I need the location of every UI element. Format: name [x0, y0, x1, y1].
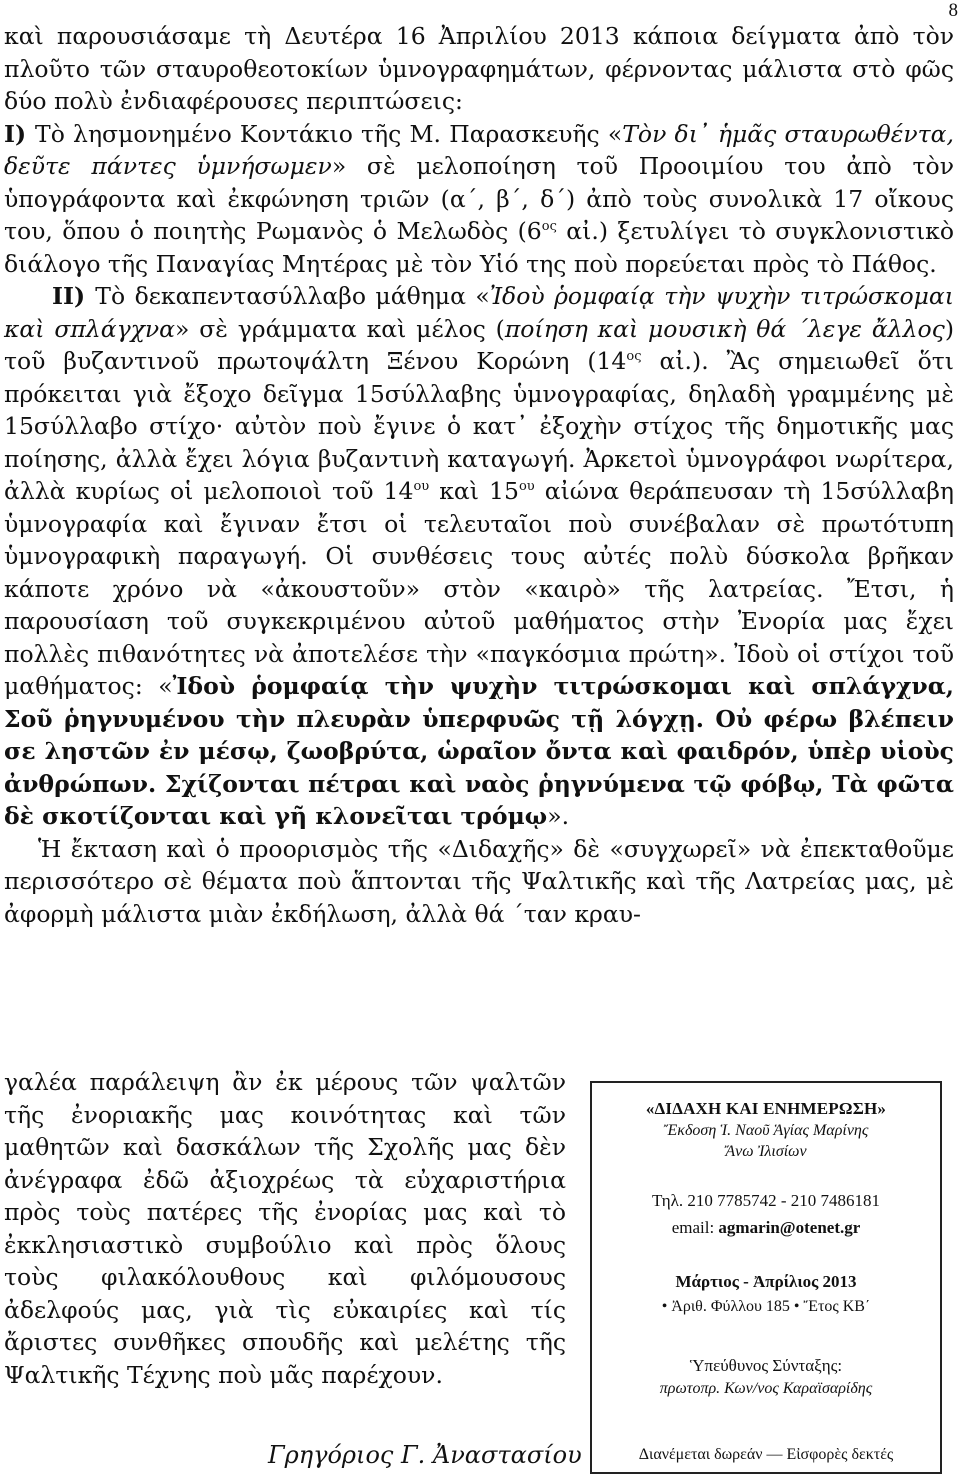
item-1-label: Ι): [4, 119, 36, 148]
paragraph-item-1: [4, 118, 954, 281]
email-label: email:: [671, 1218, 719, 1237]
article-body: [4, 20, 954, 930]
issue-number: • Ἀριθ. Φύλλου 185 • Ἔτος ΚΒ΄: [661, 1298, 871, 1315]
item-2-text-d: αἰ.). Ἂς σημειωθεῖ ὅτι πρόκειται γιὰ ἔξοχο δεῖγμα 15σύλλαβης ὑμνογραφίας, δηλαδὴ γραμμένης μὲ 15σύλλαβο στίχο· αὐτὸν ποὺ ἔγινε ὁ κατ᾽ ἐξοχὴν στίχος τῆς δημοτικῆς μας ποίησης, ἀλλὰ ἔχει λόγια βυζαντινὴ καταγωγή. Ἀρκετοὶ ὑμνογράφοι νωρίτερα, ἀλλὰ κυρίως οἱ μελοποιοὶ τοῦ 14: [4, 347, 954, 505]
item-1-text-a: Τὸ λησμονημένο Κοντάκιο τῆς Μ. Παρασκευῆς «: [35, 119, 623, 148]
item-2-superscript-1: ος: [626, 349, 642, 365]
paragraph-thanks: [4, 1066, 566, 1391]
item-2-superscript-3: ου: [518, 479, 535, 495]
item-2-hymn-verses: Ἰδοὺ ῥομφαίᾳ τὴν ψυχὴν τιτρώσκομαι καὶ σπλάγχνα, Σοῦ ῥηγνυμένου τὴν πλευρὰν ὑπερφυῶς τῇ λόγχῃ. Οὐ φέρω βλέπειν σε ληστῶν ἐν μέσῳ, ζωοβρύτα, ὡραῖον ὄντα καὶ φαιδρόν, ὑπὲρ υἱοὺς ἀνθρώπων. Σχίζονται πέτραι καὶ ναὸς ῥηγνύμενα τῷ φόβῳ, Τὰ φῶτα δὲ σκοτίζονται καὶ γῆ κλονεῖται τρόμῳ: [4, 672, 954, 830]
item-2-hymn-title: Ἰδοὺ ῥομφαίᾳ τὴν ψυχὴν τιτρώσκομαι καὶ σπλάγχνα: [4, 282, 955, 343]
item-1-superscript: ος: [541, 219, 557, 235]
distribution-note: Διανέμεται δωρεάν — Εἰσφορὲς δεκτές: [638, 1446, 894, 1463]
closing-text-b: γαλέα παράλειψη ἂν ἐκ μέρους τῶν ψαλτῶν τῆς ἐνοριακῆς μας κοινότητας καὶ τῶν μαθητῶν καὶ δασκάλων τῆς Σχολῆς μας δὲν ἀνέγραφα ἐδῶ ἀξιοχρέως τὰ εὐχαριστήρια πρὸς τοὺς πατέρες τῆς ἐνορίας μας καὶ τὸ ἐκκλησιαστικὸ συμβούλιο καὶ πρὸς ὅλους τοὺς φιλακόλουθους καὶ φιλόμουσους ἀδελφούς μας, γιὰ τὶς εὐκαιρίες καὶ τίς ἄριστες συνθῆκες σπουδῆς καὶ μελέτης τῆς Ψαλτικῆς Τέχνης ποὺ μᾶς παρέχουν.: [4, 1068, 566, 1389]
item-2-text-f: αἰώνα θεράπευσαν τὴ 15σύλλαβη ὑμνογραφία καὶ ἔγιναν ἔτσι οἱ τελευταῖοι ποὺ συνέβαλαν σὲ πρωτότυπη ὑμνογραφικὴ παραγωγή. Οἱ συνθέσεις τους αὐτές πολὺ δύσκολα βρῆκαν κάποτε χρόνο νὰ «ἀκουστοῦν» στὸν «καιρὸ» τῆς λατρείας. Ἔτσι, ἡ παρουσίαση τοῦ συγκεκριμένου αὐτοῦ μαθήματος στὴν Ἐνορία μας ἔχει πολλὲς πιθανότητες νὰ ἀποτελέσε τὴν «παγκόσμια πρώτη». Ἰδοὺ οἱ στίχοι τοῦ μαθήματος: «: [4, 477, 954, 700]
paragraph-intro: [4, 20, 954, 118]
location: Ἄνω Ἰλισίων: [725, 1143, 807, 1160]
email-address: agmarin@otenet.gr: [718, 1218, 861, 1237]
publisher: Ἔκδοση Ἱ. Ναοῦ Ἁγίας Μαρίνης: [663, 1122, 869, 1139]
responsible-label: Ὑπεύθυνος Σύνταξης:: [689, 1356, 843, 1375]
email-line: [592, 1218, 940, 1238]
responsible-name: πρωτοπρ. Κων/νος Καραϊσαρίδης: [659, 1380, 873, 1397]
phone-numbers: Τηλ. 210 7785742 - 210 7486181: [651, 1191, 881, 1210]
item-2-text-a: Τὸ δεκαπεντασύλλαβο μάθημα «: [95, 282, 490, 310]
paragraph-item-2: [4, 280, 954, 833]
closing-text-a: Ἡ ἔκταση καὶ ὁ προορισμὸς τῆς «Διδαχῆς» δὲ «συγχωρεῖ» νὰ ἐπεκταθοῦμε περισσότερο σὲ θέματα ποὺ ἅπτονται τῆς Ψαλτικῆς καὶ τῆς Λατρείας μας, μὲ ἀφορμὴ μάλιστα μιὰν ἐκδήλωση, ἀλλὰ θά ΄ταν κραυ-: [4, 834, 954, 928]
paragraph-closing: [4, 833, 954, 931]
closing-continuation: [4, 1066, 566, 1391]
item-1-text-b: » σὲ μελοποίηση τοῦ Προοιμίου του ἀπὸ τὸν ὑπογράφοντα καὶ ἐκφώνηση τριῶν (α΄, β΄, δ΄) ἀπὸ τοὺς συνολικὰ 17 οἴκους του, ὅπου ὁ ποιητὴς Ρωμανὸς ὁ Μελωδὸς (6: [4, 152, 954, 245]
page-number: 8: [948, 0, 958, 21]
item-2-label: ΙΙ): [52, 282, 96, 310]
item-2-text-g: ».: [547, 802, 570, 830]
author-signature: Γρηγόριος Γ. Ἀναστασίου: [268, 1441, 582, 1469]
item-2-aside: ποίηση καὶ μουσικὴ θά ΄λεγε ἄλλος: [504, 314, 945, 343]
item-2-text-e: καὶ 15: [429, 477, 519, 505]
item-1-hymn-title: Τὸν δι᾽ ἡμᾶς σταυρωθέντα, δεῦτε πάντες ὑμνήσωμεν: [4, 119, 954, 180]
item-2-text-c: ) τοῦ βυζαντινοῦ πρωτοψάλτη Ξένου Κορώνη (14: [4, 314, 955, 375]
intro-text: καὶ παρουσιάσαμε τὴ Δευτέρα 16 Ἀπριλίου 2013 κάποια δείγματα ἀπὸ τὸν πλοῦτο τῶν σταυροθεοτοκίων ὑμνογραφημάτων, φέρνοντας μάλιστα στὸ φῶς δύο πολὺ ἐνδιαφέρουσες περιπτώσεις:: [4, 22, 954, 115]
item-1-text-c: αἰ.) ξετυλίγει τὸ συγκλονιστικὸ διάλογο τῆς Παναγίας Μητέρας μὲ τὸν Υἱό της ποὺ πορεύεται πρὸς τὸ Πάθος.: [4, 217, 954, 278]
publication-title: «ΔΙΔΑΧΗ ΚΑΙ ΕΝΗΜΕΡΩΣΗ»: [645, 1099, 887, 1118]
item-2-text-b: » σὲ γράμματα καὶ μέλος (: [175, 314, 505, 343]
item-2-superscript-2: ου: [413, 479, 430, 495]
publication-info-box: [590, 1081, 942, 1474]
issue-date: Μάρτιος - Ἀπρίλιος 2013: [675, 1272, 857, 1291]
